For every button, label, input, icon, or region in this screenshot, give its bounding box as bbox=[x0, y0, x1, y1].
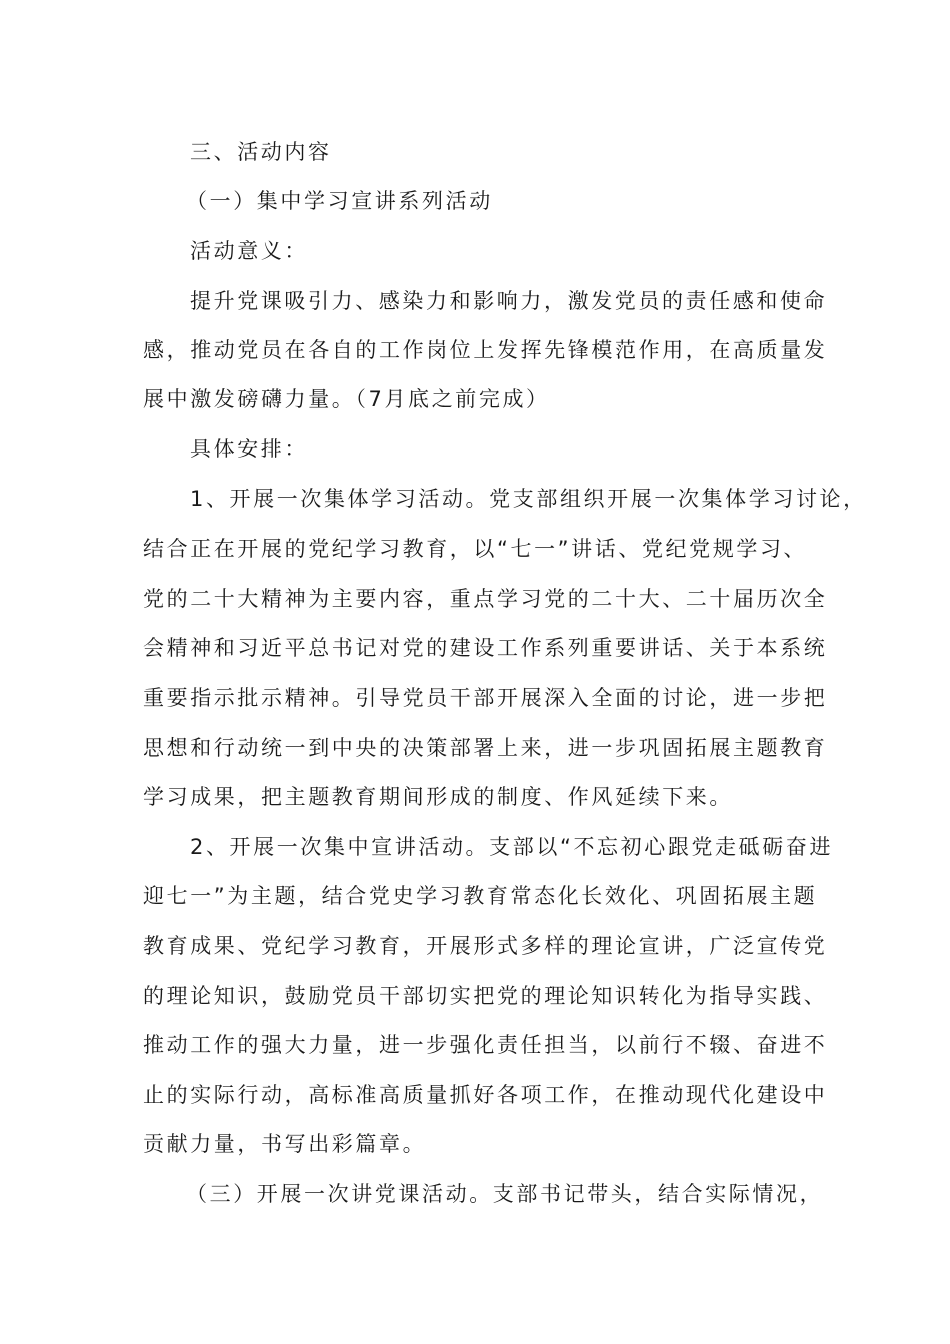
paragraph-line: 推动工作的强大力量，进一步强化责任担当，以前行不辍、奋进不 bbox=[143, 1033, 828, 1057]
paragraph-line: 提升党课吸引力、感染力和影响力，激发党员的责任感和使命 bbox=[190, 289, 828, 313]
paragraph-line: 2、开展一次集中宣讲活动。支部以“不忘初心跟党走砥砺奋进 bbox=[190, 835, 834, 859]
paragraph-line: 展中激发磅礴力量。（7月底之前完成） bbox=[143, 387, 550, 411]
section-heading: 三、活动内容 bbox=[190, 140, 332, 164]
paragraph-line: 结合正在开展的党纪学习教育，以“七一”讲话、党纪党规学习、 bbox=[143, 537, 808, 561]
paragraph-line: 教育成果、党纪学习教育，开展形式多样的理论宣讲，广泛宣传党 bbox=[143, 934, 828, 958]
paragraph-line: 的理论知识，鼓励党员干部切实把党的理论知识转化为指导实践、 bbox=[143, 984, 828, 1008]
paragraph-line: 感，推动党员在各自的工作岗位上发挥先锋模范作用，在高质量发 bbox=[143, 338, 828, 362]
paragraph-line: 思想和行动统一到中央的决策部署上来，进一步巩固拓展主题教育 bbox=[143, 736, 828, 760]
paragraph-line: 重要指示批示精神。引导党员干部开展深入全面的讨论，进一步把 bbox=[143, 686, 828, 710]
paragraph-line: 止的实际行动，高标准高质量抓好各项工作，在推动现代化建设中 bbox=[143, 1083, 828, 1107]
paragraph-line: （三）开展一次讲党课活动。支部书记带头，结合实际情况， bbox=[186, 1182, 824, 1206]
paragraph-line: 学习成果，把主题教育期间形成的制度、作风延续下来。 bbox=[143, 785, 733, 809]
paragraph-line: 党的二十大精神为主要内容，重点学习党的二十大、二十届历次全 bbox=[143, 587, 828, 611]
paragraph-line: 贡献力量，书写出彩篇章。 bbox=[143, 1132, 427, 1156]
subsection-heading: （一）集中学习宣讲系列活动 bbox=[186, 189, 493, 213]
arrangement-label: 具体安排： bbox=[190, 437, 308, 461]
meaning-label: 活动意义： bbox=[190, 239, 308, 263]
paragraph-line: 1、开展一次集体学习活动。党支部组织开展一次集体学习讨论， bbox=[190, 487, 867, 511]
paragraph-line: 会精神和习近平总书记对党的建设工作系列重要讲话、关于本系统 bbox=[143, 636, 828, 660]
paragraph-line: 迎七一”为主题，结合党史学习教育常态化长效化、巩固拓展主题 bbox=[143, 884, 818, 908]
